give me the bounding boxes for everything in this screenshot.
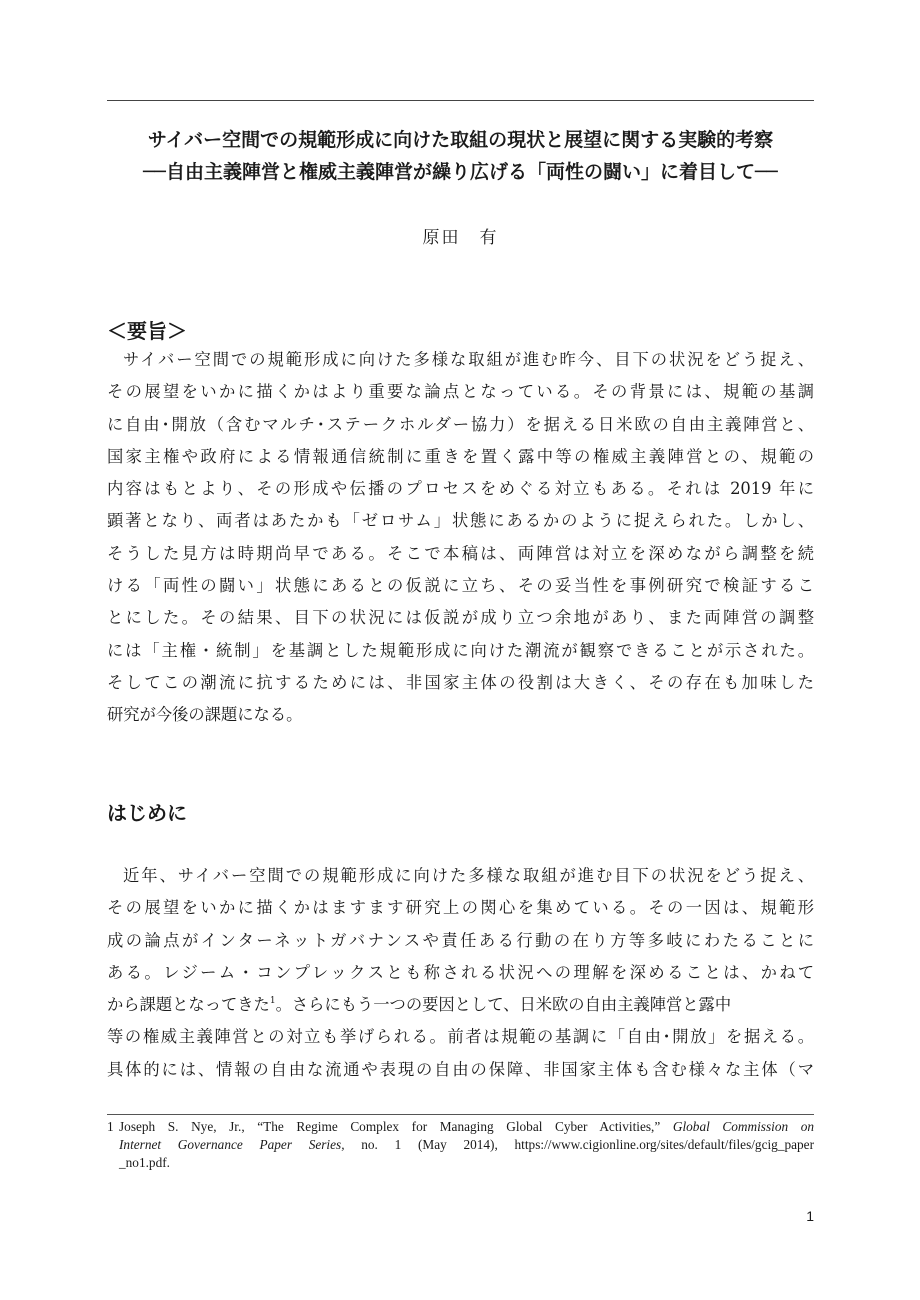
footnote-text — [107, 1118, 814, 1172]
body-line: 近年、サイバー空間での規範形成に向けた多様な取組が進む目下の状況をどう捉え、 — [123, 866, 814, 885]
abstract-heading: ＜要旨＞ — [107, 319, 187, 343]
abstract-line: 研究が今後の課題になる。 — [107, 705, 303, 725]
abstract-line: そうした見方は時期尚早である。そこで本稿は、両陣営は対立を深めながら調整を続 — [107, 543, 814, 563]
abstract-line: その展望をいかに描くかはより重要な論点となっている。その背景には、規範の基調 — [107, 382, 814, 402]
footnote-url[interactable]: no. 1 (May 2014), https://www.cigionline.org/sites/default/files/gcig_paper — [361, 1137, 815, 1152]
body-line-part: から課題となってきた — [107, 995, 270, 1015]
footnote — [107, 1118, 814, 1172]
abstract-line: とにした。その結果、目下の状況には仮説が成り立つ余地があり、また両陣営の調整 — [107, 608, 814, 628]
paper-title: サイバー空間での規範形成に向けた取組の現状と展望に関する実験的考察 — [147, 129, 774, 151]
abstract-line: 内容はもとより、その形成や伝播のプロセスをめぐる対立もある。それは 2019 年に — [107, 479, 814, 499]
footnote-line — [119, 1136, 814, 1154]
abstract-line: には「主権・統制」を基調とした規範形成に向けた潮流が観察できることが示された。 — [107, 640, 814, 660]
body-line: 具体的には、情報の自由な流通や表現の自由の保障、非国家主体も含む様々な主体（マ — [107, 1059, 814, 1079]
body-line: 成の論点がインターネットガバナンスや責任ある行動の在り方等多岐にわたることに — [107, 930, 814, 950]
page-number: 1 — [806, 1208, 814, 1224]
body-line: 等の権威主義陣営との対立も挙げられる。前者は規範の基調に「自由･開放」を据える。 — [107, 1027, 814, 1047]
abstract-line: サイバー空間での規範形成に向けた多様な取組が進む昨今、目下の状況をどう捉え、 — [123, 350, 814, 369]
footnote-url-end[interactable]: _no1.pdf. — [119, 1155, 170, 1170]
abstract-line: 顕著となり、両者はあたかも「ゼロサム」状態にあるかのように捉えられた。しかし、 — [107, 511, 814, 531]
abstract-line: に自由･開放（含むマルチ･ステークホルダー協力）を据える日米欧の自由主義陣営と、 — [107, 414, 814, 434]
abstract-line: そしてこの潮流に抗するためには、非国家主体の役割は大きく、その存在も加味した — [107, 672, 814, 692]
footnote-citation: Joseph S. Nye, Jr., “The Regime Complex for Managing Global Cyber Activities,” — [119, 1119, 661, 1134]
paper-subtitle: ──自由主義陣営と権威主義陣営が繰り広げる「両性の闘い」に着目して── — [143, 161, 778, 183]
abstract-line: 国家主権や政府による情報通信統制に重きを置く露中等の権威主義陣営との、規範の — [107, 446, 814, 466]
body-line: ある。レジーム・コンプレックスとも称される状況への理解を深めることは、かねて — [107, 962, 814, 982]
abstract-line: ける「両性の闘い」状態にあるとの仮説に立ち、その妥当性を事例研究で検証するこ — [107, 576, 814, 596]
footnote-rule — [107, 1114, 814, 1115]
footnote-ref[interactable]: 1 — [269, 996, 276, 1007]
body-line-part: 。さらにもう一つの要因として、日米欧の自由主義陣営と露中 — [275, 995, 732, 1015]
footnote-line — [119, 1118, 814, 1136]
footnote-series: Internet Governance Paper Series, — [119, 1137, 345, 1152]
author-name: 原田 有 — [422, 228, 499, 248]
body-line-with-footnote — [107, 989, 814, 1021]
header-rule — [107, 100, 814, 101]
body-line: その展望をいかに描くかはますます研究上の関心を集めている。その一因は、規範形 — [107, 898, 814, 918]
section-heading: はじめに — [107, 801, 187, 825]
footnote-number: 1 — [107, 1119, 114, 1134]
abstract-body — [107, 344, 814, 732]
footnote-line — [119, 1154, 814, 1172]
footnote-publication: Global Commission on — [672, 1119, 815, 1134]
title-block — [107, 124, 814, 188]
section-body — [107, 860, 814, 1086]
